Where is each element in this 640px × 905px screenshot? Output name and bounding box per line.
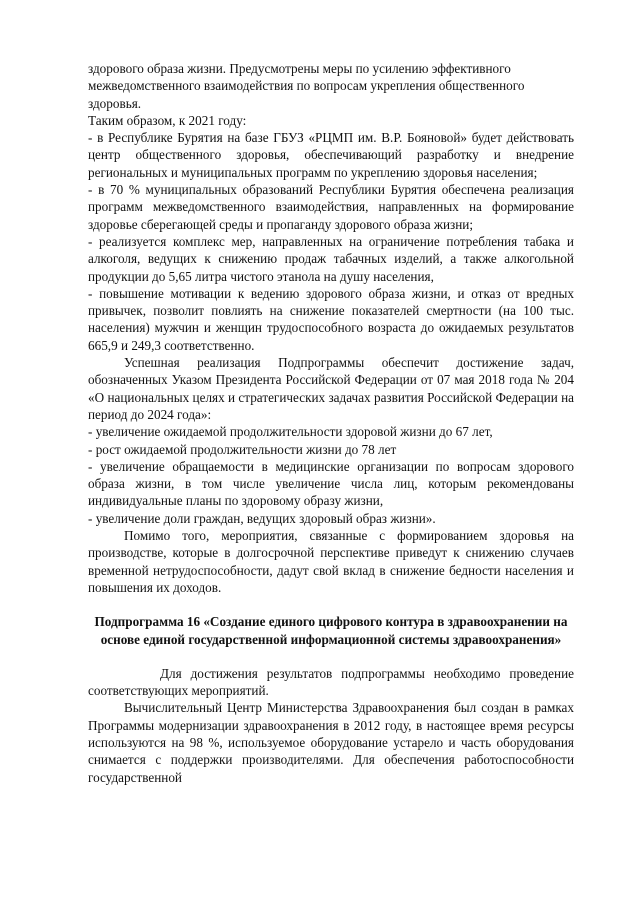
paragraph: Вычислительный Центр Министерства Здравоохранения был создан в рамках Программы модернизации здравоохранения в 2012 году, в настоящее время ресурсы используются на 98 %, используемое оборудование устарело и часть оборудования снимается с поддержки производителями. Для обеспечения работоспособности государственной — [88, 700, 574, 785]
paragraph: Для достижения результатов подпрограммы необходимо проведение соответствующих мероприятий. — [88, 665, 574, 699]
list-item: - увеличение обращаемости в медицинские организации по вопросам здорового образа жизни, в том числе увеличение числа лиц, которым рекомендованы индивидуальные планы по здоровому образу жизни, — [88, 458, 574, 509]
document-page — [88, 60, 574, 786]
list-item: - в Республике Бурятия на базе ГБУЗ «РЦМП им. В.Р. Бояновой» будет действовать центр общественного здоровья, обеспечивающий разработку и внедрение региональных и муниципальных программ по укреплению здоровья населения; — [88, 130, 574, 180]
list-item: - рост ожидаемой продолжительности жизни до 78 лет — [88, 441, 397, 457]
list-item: - реализуется комплекс мер, направленных на ограничение потребления табака и алкоголя, ведущих к снижению продаж табачных изделий, а также алкогольной продукции до 5,65 литра чистого этанола на душу населения, — [88, 233, 574, 284]
paragraph: здорового образа жизни. Предусмотрены меры по усилению эффективного межведомственного взаимодействия по вопросам укрепления общественного здоровья. — [88, 61, 525, 111]
list-item: - увеличение ожидаемой продолжительности здоровой жизни до 67 лет, — [88, 424, 493, 440]
section-heading: Подпрограмма 16 «Создание единого цифрового контура в здравоохранении на основе единой государственной информационной системы здравоохранения» — [94, 614, 568, 647]
paragraph: Успешная реализация Подпрограммы обеспечит достижение задач, обозначенных Указом Президента Российской Федерации от 07 мая 2018 года № 204 «О национальных целях и стратегических задачах развития Российской Федерации на период до 2024 года»: — [88, 355, 574, 422]
list-item: - увеличение доли граждан, ведущих здоровый образ жизни». — [88, 510, 436, 526]
list-item: - повышение мотивации к ведению здорового образа жизни, и отказ от вредных привычек, позволит повлиять на снижение показателей смертности (на 100 тыс. населения) мужчин и женщин трудоспособного возраста до ожидаемых результатов 665,9 и 249,3 соответственно. — [88, 285, 574, 353]
list-item: - в 70 % муниципальных образований Республики Бурятия обеспечена реализация программ межведомственного взаимодействия, направленных на формирование здоровье сберегающей среды и пропаганду здорового образа жизни; — [88, 182, 574, 232]
spacer — [88, 648, 574, 665]
paragraph: Таким образом, к 2021 году: — [88, 112, 247, 128]
paragraph: Помимо того, мероприятия, связанные с формированием здоровья на производстве, которые в долгосрочной перспективе приведут к снижению случаев временной нетрудоспособности, дадут свой вклад в снижение бедности населения и повышения их доходов. — [88, 528, 574, 595]
spacer — [88, 596, 574, 613]
